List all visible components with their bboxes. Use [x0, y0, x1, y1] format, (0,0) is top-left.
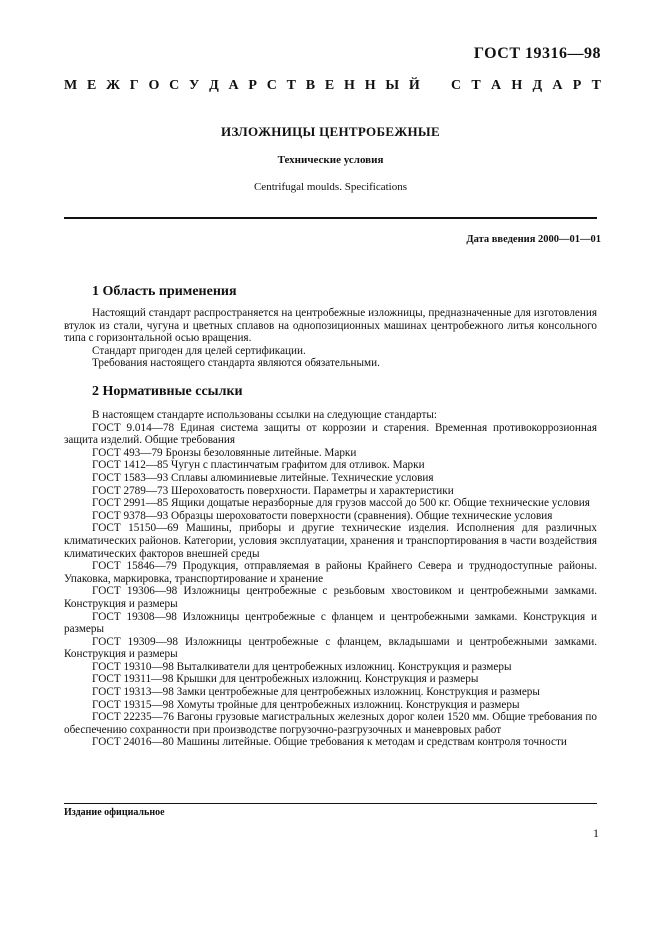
banner-letter: В: [305, 78, 316, 93]
reference-title: Изложницы центробежные с фланцем и центробежными замками. Конструкция и размеры: [64, 610, 597, 636]
banner-letter: Р: [248, 78, 257, 93]
banner-letter: А: [490, 78, 502, 93]
reference-title: Машины литейные. Общие требования к методам и средствам контроля точности: [176, 736, 567, 749]
reference-code: ГОСТ 15150—69: [92, 522, 179, 535]
banner-letter: Н: [511, 78, 523, 93]
banner-letter: С: [169, 78, 180, 93]
reference-item: [64, 636, 597, 661]
reference-title: Замки центробежные для центробежных изложниц. Конструкция и размеры: [176, 686, 540, 699]
reference-item: [64, 611, 597, 636]
banner-letter: Н: [344, 78, 355, 93]
banner-letter: Ы: [385, 78, 400, 93]
banner-letter: С: [266, 78, 277, 93]
page-number: 1: [593, 826, 599, 840]
section-2-body: [64, 409, 597, 749]
introduction-date: Дата введения 2000—01—01: [466, 234, 601, 245]
banner-letter: О: [148, 78, 160, 93]
paragraph: Стандарт пригоден для целей сертификации.: [92, 344, 306, 357]
reference-item: [64, 472, 597, 485]
reference-item: [64, 485, 597, 498]
reference-title: Вагоны грузовые магистральных железных дорог колеи 1520 мм. Общие требования по обеспечению сохранности при производстве погрузочно-разгрузочных и маневровых работ: [64, 711, 598, 736]
reference-item: [64, 711, 597, 736]
banner-letter: Е: [324, 78, 335, 93]
section-2-heading: 2 Нормативные ссылки: [92, 384, 243, 399]
banner-letter: Т: [591, 78, 601, 93]
document-subtitle: Технические условия: [277, 154, 384, 166]
reference-code: ГОСТ 2789—73: [92, 484, 169, 497]
reference-code: ГОСТ 19308—98: [92, 610, 177, 623]
footer-divider: [64, 803, 597, 804]
reference-code: ГОСТ 493—79: [92, 446, 163, 459]
banner-letter: С: [451, 78, 462, 93]
reference-item: [64, 560, 597, 585]
banner-letter: У: [189, 78, 200, 93]
reference-title: Изложницы центробежные с резьбовым хвостовиком и центробежными замками. Конструкция и размеры: [64, 585, 597, 610]
reference-code: ГОСТ 2991—85: [92, 497, 169, 510]
reference-code: ГОСТ 19313—98: [92, 686, 174, 699]
banner-letter: Д: [209, 78, 219, 93]
reference-item: [64, 522, 597, 560]
document-number: ГОСТ 19316—98: [473, 45, 601, 62]
reference-code: ГОСТ 1412—85: [92, 459, 169, 472]
reference-code: ГОСТ 9.014—78: [92, 421, 175, 434]
banner-letter: Д: [532, 78, 543, 93]
reference-code: ГОСТ 1583—93: [92, 471, 169, 484]
reference-title: Чугун с пластинчатым графитом для отливок. Марки: [171, 459, 425, 472]
reference-code: ГОСТ 15846—79: [92, 560, 177, 573]
banner-letter: Т: [286, 78, 297, 93]
reference-item: [64, 585, 597, 610]
section-1-body: [64, 307, 597, 370]
document-title: ИЗЛОЖНИЦЫ ЦЕНТРОБЕЖНЫЕ: [221, 124, 440, 139]
reference-item: [64, 459, 597, 472]
reference-code: ГОСТ 22235—76: [92, 711, 174, 724]
reference-item: [64, 447, 597, 460]
reference-item: [64, 736, 597, 749]
banner-word-standard: [451, 78, 601, 94]
banner-letter: Ж: [106, 78, 120, 93]
reference-item: [64, 673, 597, 686]
reference-title: Изложницы центробежные с фланцем, вкладышами и центробежными замками. Конструкция и размеры: [64, 635, 597, 661]
reference-title: Машины, приборы и другие технические изделия. Исполнения для различных климатических районов. Категории, условия эксплуатации, хранения и транспортирования в части воздействия климатических факторов внешней среды: [64, 522, 597, 560]
reference-item: [64, 699, 597, 712]
banner-letter: Г: [129, 78, 139, 93]
reference-item: [64, 510, 597, 523]
banner-letter: М: [64, 78, 78, 93]
reference-title: Ящики дощатые неразборные для грузов массой до 500 кг. Общие технические условия: [171, 497, 590, 510]
banner-letter: А: [552, 78, 563, 93]
banner-letter: А: [228, 78, 239, 93]
reference-item: [64, 661, 597, 674]
reference-title: Выталкиватели для центробежных изложниц. Конструкция и размеры: [176, 660, 512, 673]
banner-letter: Й: [408, 78, 420, 93]
edition-label: Издание официальное: [64, 807, 165, 818]
banner-letter: Е: [87, 78, 97, 93]
banner-letter: Н: [364, 78, 376, 93]
reference-code: ГОСТ 24016—80: [92, 736, 174, 749]
title-divider: [64, 217, 597, 219]
reference-title: Образцы шероховатости поверхности (сравнения). Общие технические условия: [171, 509, 553, 522]
standard-type-banner: [64, 78, 601, 94]
reference-code: ГОСТ 19306—98: [92, 585, 178, 598]
reference-code: ГОСТ 19309—98: [92, 635, 178, 648]
reference-title: Хомуты тройные для центробежных изложниц. Конструкция и размеры: [176, 698, 520, 711]
paragraph: Настоящий стандарт распространяется на центробежные изложницы, предназначенные для изготовления втулок из стали, чугуна и цветных сплавов на однопозиционных машинах центробежного литья консольного типа с горизонтальной осью вращения.: [64, 307, 597, 345]
banner-letter: Т: [471, 78, 481, 93]
paragraph: Требования настоящего стандарта являются обязательными.: [92, 357, 380, 370]
banner-word-interstate: [64, 78, 420, 94]
reference-title: Бронзы безоловянные литейные. Марки: [165, 446, 357, 459]
reference-title: Единая система защиты от коррозии и старения. Временная противокоррозионная защита изделий. Общие требования: [64, 421, 597, 447]
section-1-heading: 1 Область применения: [92, 284, 237, 299]
reference-title: Шероховатость поверхности. Параметры и характеристики: [171, 484, 454, 497]
english-title: Centrifugal moulds. Specifications: [253, 181, 408, 193]
reference-title: Крышки для центробежных изложниц. Конструкция и размеры: [176, 673, 479, 686]
banner-letter: Р: [572, 78, 582, 93]
reference-title: Продукция, отправляемая в районы Крайнего Севера и труднодоступные районы. Упаковка, маркировка, транспортирование и хранение: [64, 560, 597, 585]
paragraph: В настоящем стандарте использованы ссылки на следующие стандарты:: [92, 409, 437, 421]
reference-title: Сплавы алюминиевые литейные. Технические условия: [171, 471, 434, 484]
reference-code: ГОСТ 19311—98: [92, 673, 174, 686]
reference-item: [64, 422, 597, 447]
reference-code: ГОСТ 19310—98: [92, 660, 174, 673]
reference-item: [64, 497, 597, 510]
reference-code: ГОСТ 19315—98: [92, 698, 174, 711]
reference-code: ГОСТ 9378—93: [92, 509, 169, 522]
reference-item: [64, 686, 597, 699]
